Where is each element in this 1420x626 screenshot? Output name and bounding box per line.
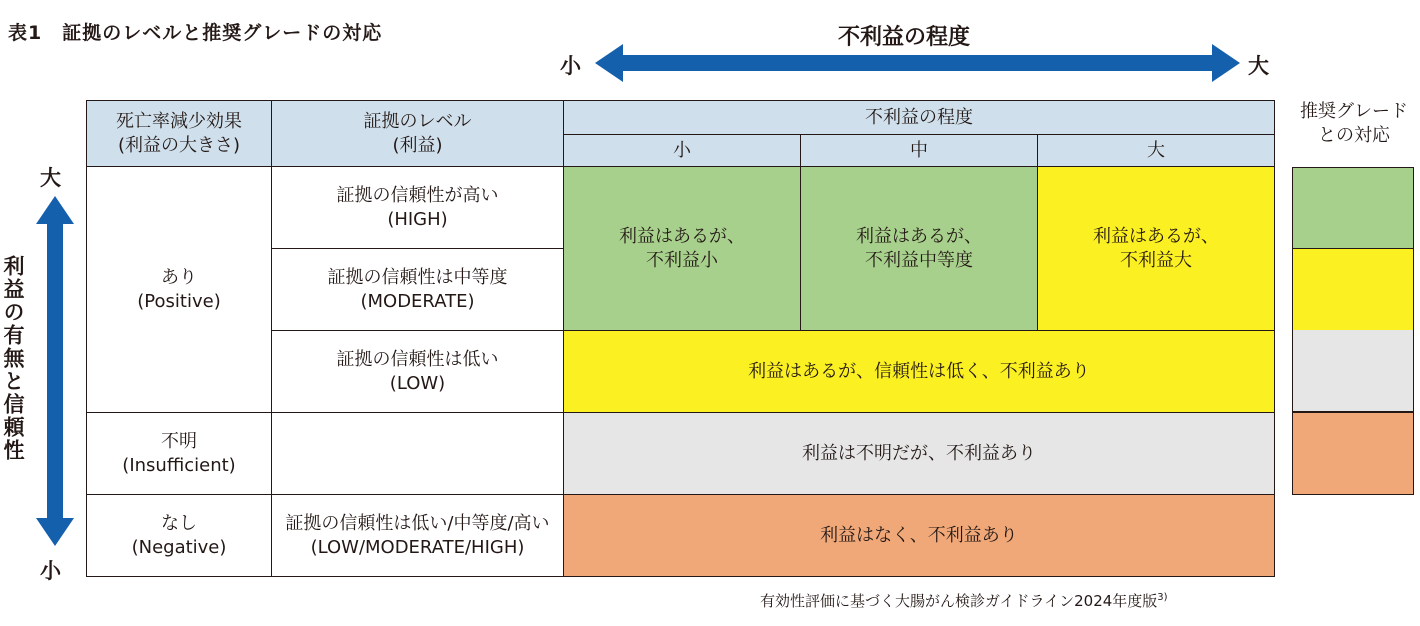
harm-axis-label: 不利益の程度 xyxy=(838,25,971,50)
header-mortality-reduction: 死亡率減少効果 (利益の大きさ) xyxy=(87,101,272,167)
evidence-grade-table xyxy=(86,100,1275,577)
table-title: 表1 証拠のレベルと推奨グレードの対応 xyxy=(8,22,383,44)
row-low-evidence: 証拠の信頼性は低い (LOW) xyxy=(272,331,564,413)
source-text: 有効性評価に基づく大腸がん検診ガイドライン2024年度版 xyxy=(760,592,1158,610)
header-harm-degree: 不利益の程度 xyxy=(564,101,1275,135)
cell-no-benefit: 利益はなく、不利益あり xyxy=(564,495,1275,577)
harm-axis-low-label: 小 xyxy=(560,54,581,78)
row-moderate-evidence: 証拠の信頼性は中等度 (MODERATE) xyxy=(272,249,564,331)
header-evidence-level: 証拠のレベル (利益) xyxy=(272,101,564,167)
row-high-evidence: 証拠の信頼性が高い (HIGH) xyxy=(272,167,564,249)
grade-box-green xyxy=(1292,167,1414,249)
row-insufficient-evidence-empty xyxy=(272,413,564,495)
row-positive-label: あり (Positive) xyxy=(87,167,272,413)
header-harm-small: 小 xyxy=(564,135,801,167)
row-negative-evidence: 証拠の信頼性は低い/中等度/高い (LOW/MODERATE/HIGH) xyxy=(272,495,564,577)
cell-unknown-benefit: 利益は不明だが、不利益あり xyxy=(564,413,1275,495)
grade-box-orange xyxy=(1292,412,1414,495)
harm-axis-arrow xyxy=(595,42,1240,84)
row-negative-label: なし (Negative) xyxy=(87,495,272,577)
benefit-axis-label: 利益の有無と信頼性 xyxy=(1,255,25,462)
harm-axis-high-label: 大 xyxy=(1248,54,1269,78)
row-insufficient-label: 不明 (Insufficient) xyxy=(87,413,272,495)
cell-benefit-medium-harm: 利益はあるが、 不利益中等度 xyxy=(801,167,1038,331)
grade-title: 推奨グレード との対応 xyxy=(1300,101,1408,147)
header-harm-large: 大 xyxy=(1038,135,1275,167)
source-citation xyxy=(760,590,1168,611)
grade-box-gray xyxy=(1292,330,1414,412)
header-harm-medium: 中 xyxy=(801,135,1038,167)
benefit-axis-arrow xyxy=(34,196,76,546)
grade-box-yellow xyxy=(1292,249,1414,331)
cell-benefit-large-harm: 利益はあるが、 不利益大 xyxy=(1038,167,1275,331)
cell-low-reliability: 利益はあるが、信頼性は低く、不利益あり xyxy=(564,331,1275,413)
benefit-axis-low-label: 小 xyxy=(40,559,61,583)
source-note: 3) xyxy=(1157,592,1168,603)
benefit-axis-high-label: 大 xyxy=(40,166,61,190)
cell-benefit-small-harm: 利益はあるが、 不利益小 xyxy=(564,167,801,331)
